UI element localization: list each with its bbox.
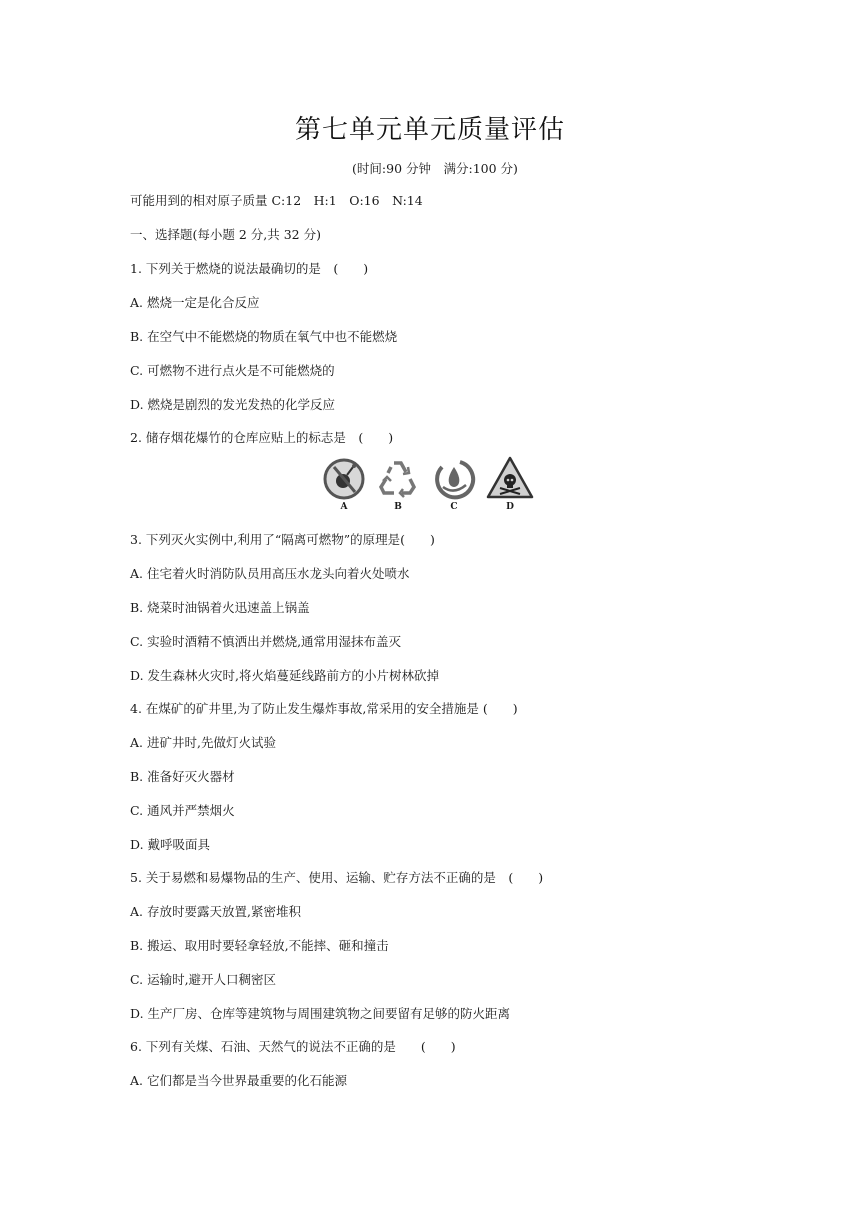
option-d: D. 生产厂房、仓库等建筑物与周围建筑物之间要留有足够的防火距离 — [130, 1006, 511, 1021]
sign-letter: C — [450, 502, 458, 512]
option-d: D. 发生森林火灾时,将火焰蔓延线路前方的小片树林砍掉 — [130, 668, 439, 683]
question-stem: 3. 下列灭火实例中,利用了“隔离可燃物”的原理是( ) — [130, 532, 435, 547]
sign-options-figure — [320, 455, 540, 517]
sign-option-a — [320, 455, 368, 517]
option-b: B. 烧菜时油锅着火迅速盖上锅盖 — [130, 600, 310, 615]
option-d: D. 燃烧是剧烈的发光发热的化学反应 — [130, 397, 336, 412]
toxic-skull-sign-icon — [486, 455, 534, 501]
option-b: B. 准备好灭火器材 — [130, 769, 235, 784]
option-a: A. 它们都是当今世界最重要的化石能源 — [130, 1073, 347, 1088]
option-b: B. 搬运、取用时要轻拿轻放,不能摔、砸和撞击 — [130, 938, 389, 953]
page-title: 第七单元单元质量评估 — [294, 115, 565, 145]
question-stem: 2. 储存烟花爆竹的仓库应贴上的标志是 ( ) — [130, 430, 394, 445]
question-stem: 5. 关于易燃和易爆物品的生产、使用、运输、贮存方法不正确的是 ( ) — [130, 870, 544, 885]
exam-time-info: (时间:90 分钟 满分:100 分) — [352, 161, 518, 176]
sign-option-b — [374, 455, 422, 517]
option-a: A. 进矿井时,先做灯火试验 — [130, 735, 276, 750]
option-c: C. 可燃物不进行点火是不可能燃烧的 — [130, 363, 335, 378]
sign-option-c — [430, 455, 478, 517]
sign-letter: B — [394, 502, 402, 512]
no-fireworks-sign-icon — [320, 455, 368, 501]
sign-letter: D — [506, 502, 514, 512]
option-c: C. 通风并严禁烟火 — [130, 803, 235, 818]
option-a: A. 燃烧一定是化合反应 — [130, 295, 260, 310]
option-b: B. 在空气中不能燃烧的物质在氧气中也不能燃烧 — [130, 329, 398, 344]
option-a: A. 存放时要露天放置,紧密堆积 — [130, 904, 301, 919]
question-stem: 6. 下列有关煤、石油、天然气的说法不正确的是 ( ) — [130, 1039, 456, 1054]
option-a: A. 住宅着火时消防队员用高压水龙头向着火处喷水 — [130, 566, 410, 581]
atomic-mass-note: 可能用到的相对原子质量 C:12 H:1 O:16 N:14 — [130, 193, 423, 208]
option-c: C. 实验时酒精不慎洒出并燃烧,通常用湿抹布盖灭 — [130, 634, 402, 649]
sign-letter: A — [340, 502, 348, 512]
option-c: C. 运输时,避开人口稠密区 — [130, 972, 277, 987]
recycle-sign-icon — [374, 455, 422, 501]
option-d: D. 戴呼吸面具 — [130, 837, 211, 852]
water-saving-sign-icon — [430, 455, 478, 501]
question-stem: 1. 下列关于燃烧的说法最确切的是 ( ) — [130, 261, 369, 276]
sign-option-d — [486, 455, 534, 517]
question-stem: 4. 在煤矿的矿井里,为了防止发生爆炸事故,常采用的安全措施是 ( ) — [130, 701, 518, 716]
section-heading: 一、选择题(每小题 2 分,共 32 分) — [130, 227, 321, 242]
